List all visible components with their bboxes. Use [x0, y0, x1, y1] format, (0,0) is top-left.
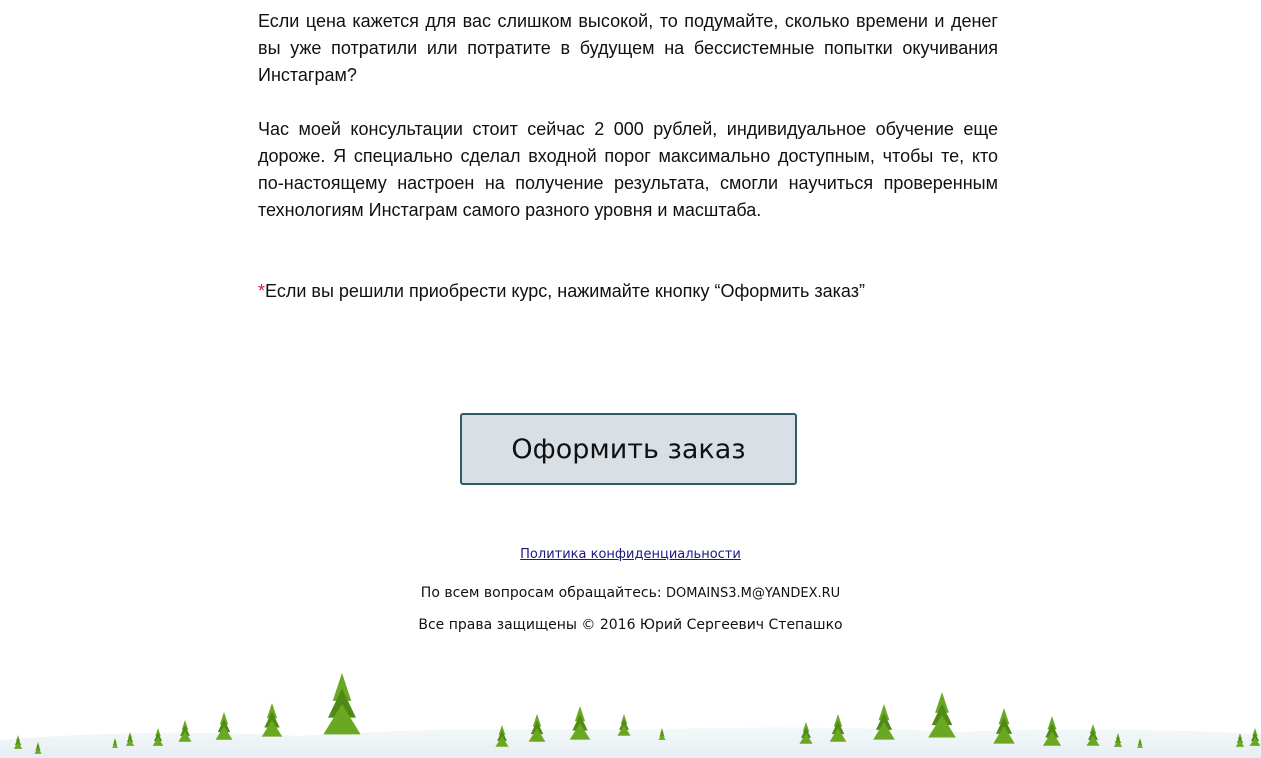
contact-line	[0, 585, 1261, 601]
order-button[interactable]: Оформить заказ	[460, 413, 797, 485]
privacy-row	[0, 546, 1261, 562]
tree-icon	[928, 692, 956, 738]
privacy-policy-link[interactable]: Политика конфиденциальности	[520, 547, 741, 562]
asterisk: *	[258, 281, 266, 301]
tree-icon	[323, 673, 360, 734]
consultation-price-paragraph: Час моей консультации стоит сейчас 2 000 рублей, индивидуальное обучение еще дороже. Я специально сделал входной порог максимально доступным, чтобы те, кто по-настоящему настроен на получение результата, смогли научиться проверенным технологиям Инстаграм самого разного уровня и масштаба.	[258, 119, 998, 220]
copyright: Все права защищены © 2016 Юрий Сергеевич Степашко	[418, 617, 843, 633]
order-note-text: Если вы решили приобрести курс, нажимайте кнопку “Оформить заказ”	[265, 281, 865, 301]
contact-prefix: По всем вопросам обращайтесь:	[420, 585, 667, 601]
snowy-trees-decoration	[0, 660, 1261, 758]
tree-icon	[262, 703, 282, 737]
price-justification-paragraph: Если цена кажется для вас слишком высокой, то подумайте, сколько времени и денег вы уже потратили или потратите в будущем на бессистемные попытки окучивания Инстаграм?	[258, 11, 998, 85]
contact-email: DOMAINS3.M@YANDEX.RU	[666, 586, 841, 601]
order-note	[258, 278, 865, 305]
snow-drift	[0, 727, 1261, 758]
